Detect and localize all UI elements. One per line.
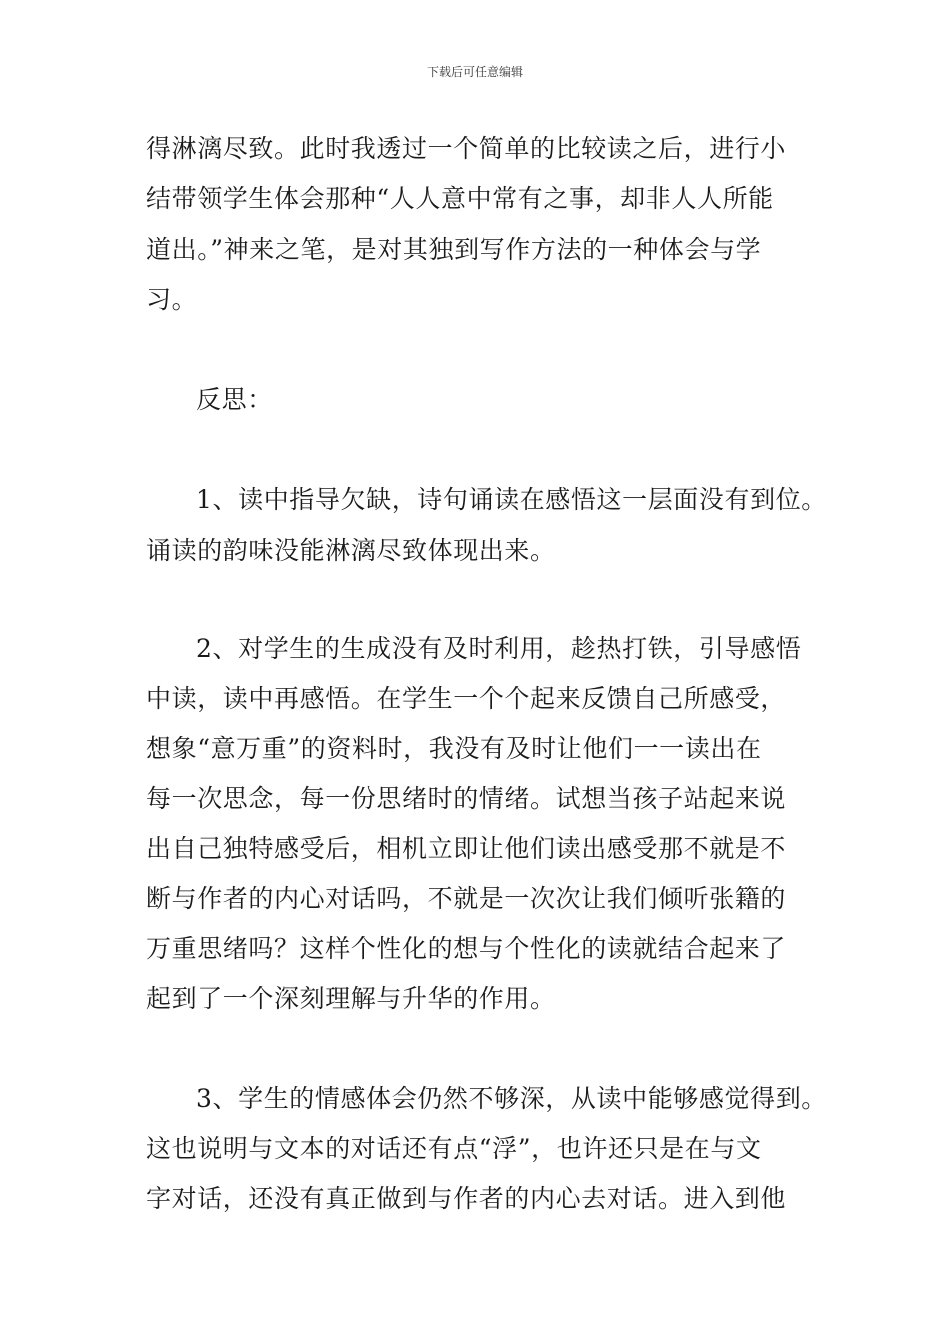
reflection-item-3-line-2: 这也说明与文本的对话还有点“浮”，也许还只是在与文 <box>146 1134 762 1163</box>
reflection-item-3-line-1: 3、学生的情感体会仍然不够深，从读中能够感觉得到。 <box>196 1084 827 1113</box>
reflection-item-1-line-1: 1、读中指导欠缺，诗句诵读在感悟这一层面没有到位。 <box>196 485 827 514</box>
paragraph-1-line-4: 习。 <box>146 285 198 314</box>
reflection-item-2-line-5: 出自己独特感受后，相机立即让他们读出感受那不就是不 <box>146 834 787 863</box>
paragraph-1-line-3: 道出。”神来之笔，是对其独到写作方法的一种体会与学 <box>146 235 762 264</box>
reflection-item-2-line-4: 每一次思念，每一份思绪时的情绪。试想当孩子站起来说 <box>146 784 787 813</box>
paragraph-1-line-2: 结带领学生体会那种“人人意中常有之事，却非人人所能 <box>146 184 774 213</box>
paragraph-1-line-1: 得淋漓尽致。此时我透过一个简单的比较读之后，进行小 <box>146 134 787 163</box>
reflection-item-1-line-2: 诵读的韵味没能淋漓尽致体现出来。 <box>146 536 556 565</box>
section-heading-reflection: 反思： <box>196 385 273 414</box>
reflection-item-3-line-3: 字对话，还没有真正做到与作者的内心去对话。进入到他 <box>146 1184 787 1213</box>
page-header: 下载后可任意编辑 <box>426 65 523 79</box>
reflection-item-2-line-7: 万重思绪吗？这样个性化的想与个性化的读就结合起来了 <box>146 934 787 963</box>
reflection-item-2-line-1: 2、对学生的生成没有及时利用，趁热打铁，引导感悟 <box>196 634 802 663</box>
reflection-item-2-line-8: 起到了一个深刻理解与升华的作用。 <box>146 984 556 1013</box>
reflection-item-2-line-6: 断与作者的内心对话吗，不就是一次次让我们倾听张籍的 <box>146 884 787 913</box>
reflection-item-2-line-2: 中读，读中再感悟。在学生一个个起来反馈自己所感受， <box>146 684 787 713</box>
reflection-item-2-line-3: 想象“意万重”的资料时，我没有及时让他们一一读出在 <box>146 734 762 763</box>
